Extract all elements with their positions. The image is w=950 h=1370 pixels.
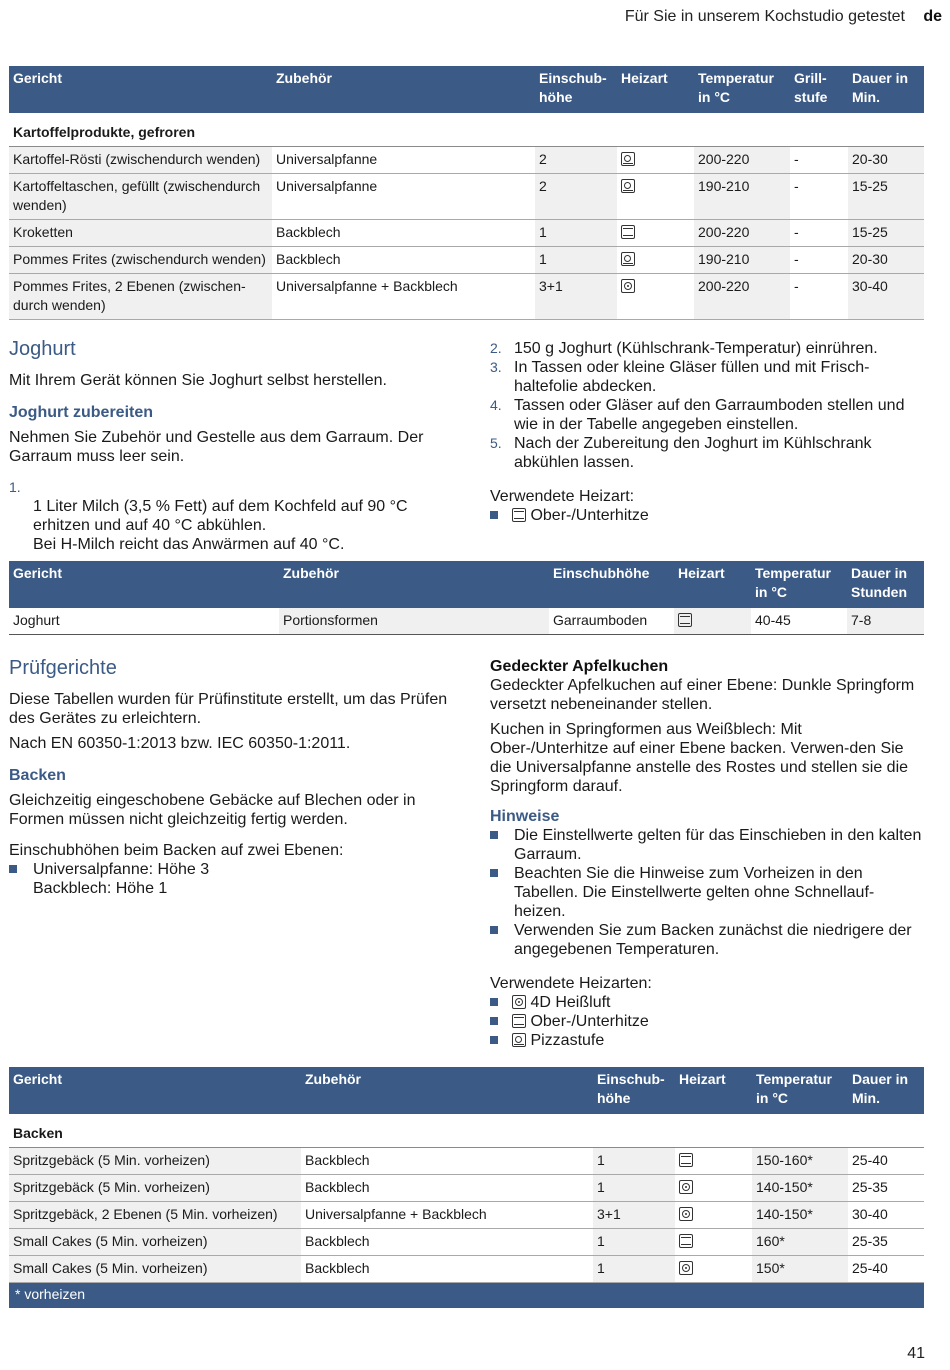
accessory-cell: Backblech [301, 1229, 593, 1256]
time-cell: 20-30 [848, 147, 924, 174]
time-cell: 25-40 [848, 1148, 924, 1175]
step-item [490, 396, 920, 434]
hint-item [490, 826, 922, 864]
grill-cell: - [790, 220, 848, 247]
bullet-icon [490, 1017, 498, 1025]
level-cell: 3+1 [593, 1202, 675, 1229]
table-row [9, 247, 924, 274]
temp-cell: 140-150* [752, 1175, 848, 1202]
test-p2: Nach EN 60350-1:2013 bzw. IEC 60350-1:2011. [9, 735, 351, 752]
hot-air-4d-icon [679, 1261, 693, 1275]
col-grill: Grill- stufe [790, 66, 848, 113]
grill-cell: - [790, 247, 848, 274]
col-heat: Heizart [674, 561, 751, 608]
bullet-icon [490, 831, 498, 839]
running-header-title: Für Sie in unserem Kochstudio getestet [624, 8, 905, 25]
accessory-cell: Backblech [272, 220, 535, 247]
col-time: Dauer in Min. [848, 66, 924, 113]
hot-air-4d-icon [679, 1207, 693, 1221]
heat-cell [675, 1202, 752, 1229]
temp-cell: 200-220 [694, 220, 790, 247]
top-bottom-heat-icon [678, 613, 692, 627]
grill-cell: - [790, 147, 848, 174]
page-number: 41 [907, 1345, 925, 1362]
dish-cell: Spritzgebäck, 2 Ebenen (5 Min. vorheizen) [9, 1202, 301, 1229]
col-accessory: Zubehör [272, 66, 535, 113]
yoghurt-prep: Nehmen Sie Zubehör und Gestelle aus dem Garraum. Der Garraum muss leer sein. [9, 429, 424, 465]
table-row [9, 1202, 924, 1229]
col-temp: Temperatur in °C [751, 561, 847, 608]
accessory-cell: Backblech [301, 1148, 593, 1175]
level-cell: 1 [593, 1229, 675, 1256]
col-level: Einschubhöhe [549, 561, 674, 608]
language-code: de [923, 8, 942, 25]
time-cell: 30-40 [848, 1202, 924, 1229]
step-text: In Tassen oder kleine Gläser füllen und mit Frisch-haltefolie abdecken. [514, 359, 870, 395]
heat-item-label: Ober-/Unterhitze [530, 1013, 649, 1030]
step-item [490, 339, 920, 358]
bullet-icon [490, 1036, 498, 1044]
step-text: Tassen oder Gläser auf den Garraumboden stellen und wie in der Tabelle angegeben einstellen. [514, 397, 905, 433]
level-cell: 3+1 [535, 274, 617, 320]
table-row [9, 1175, 924, 1202]
time-cell: 15-25 [848, 174, 924, 220]
heat-item [490, 1031, 922, 1050]
step-text: 150 g Joghurt (Kühlschrank-Temperatur) einrühren. [514, 340, 878, 357]
level-cell: Garraumboden [549, 608, 674, 635]
grill-cell: - [790, 174, 848, 220]
dish-cell: Kroketten [9, 220, 272, 247]
col-level: Einschub- höhe [593, 1067, 675, 1114]
level-cell: 2 [535, 174, 617, 220]
accessory-cell: Portionsformen [279, 608, 549, 635]
bullet-icon [490, 869, 498, 877]
step-number: 4. [490, 397, 502, 413]
top-bottom-heat-icon [679, 1234, 693, 1248]
heat-item [490, 1012, 922, 1031]
test-dishes-title: Prüfgerichte [9, 657, 117, 679]
heat-item-label: Pizzastufe [530, 1032, 605, 1049]
temp-cell: 200-220 [694, 274, 790, 320]
level-cell: 1 [535, 247, 617, 274]
bullet-icon [490, 511, 498, 519]
pizza-icon [621, 179, 635, 193]
table-row [9, 220, 924, 247]
temp-cell: 160* [752, 1229, 848, 1256]
test-p1: Diese Tabellen wurden für Prüfinstitute erstellt, um das Prüfen des Gerätes zu erleichtern. [9, 691, 448, 727]
col-time: Dauer in Min. [848, 1067, 924, 1114]
heat-types-label: Verwendete Heizarten: [490, 975, 652, 992]
apple-pie-p1: Gedeckter Apfelkuchen auf einer Ebene: Dunkle Springform versetzt nebeneinander stellen. [490, 677, 915, 713]
dish-cell: Kartoffel-Rösti (zwischendurch wenden) [9, 147, 272, 174]
heat-cell [675, 1256, 752, 1283]
level-cell: 1 [593, 1256, 675, 1283]
col-dish: Gericht [9, 561, 279, 608]
top-bottom-heat-icon [512, 1014, 526, 1028]
grill-cell: - [790, 274, 848, 320]
yoghurt-section-right [490, 339, 920, 525]
bullet-icon [490, 998, 498, 1006]
time-cell: 7-8 [847, 608, 924, 635]
yoghurt-section-left [9, 338, 449, 554]
hot-air-4d-icon [621, 279, 635, 293]
col-temp: Temperatur in °C [694, 66, 790, 113]
dish-cell: Joghurt [9, 608, 279, 635]
col-time: Dauer in Stunden [847, 561, 924, 608]
table-row [9, 147, 924, 174]
dish-cell: Spritzgebäck (5 Min. vorheizen) [9, 1148, 301, 1175]
col-accessory: Zubehör [301, 1067, 593, 1114]
accessory-cell: Universalpfanne [272, 174, 535, 220]
hints-title: Hinweise [490, 808, 560, 825]
level-cell: 1 [535, 220, 617, 247]
heat-cell [617, 174, 694, 220]
heat-cell [674, 608, 751, 635]
step-item [490, 434, 920, 472]
step-item [9, 478, 449, 554]
heat-cell [617, 147, 694, 174]
dish-cell: Pommes Frites, 2 Ebenen (zwischen- durch wenden) [9, 274, 272, 320]
time-cell: 25-35 [848, 1175, 924, 1202]
accessory-cell: Universalpfanne [272, 147, 535, 174]
heat-item [490, 993, 922, 1012]
section-heading: Kartoffelprodukte, gefroren [9, 113, 924, 147]
frozen-potato-table [9, 66, 924, 320]
level-cell: 1 [593, 1148, 675, 1175]
col-heat: Heizart [617, 66, 694, 113]
top-bottom-heat-icon [679, 1153, 693, 1167]
temp-cell: 200-220 [694, 147, 790, 174]
heat-cell [617, 220, 694, 247]
pizza-icon [512, 1033, 526, 1047]
accessory-cell: Universalpfanne + Backblech [301, 1202, 593, 1229]
level-cell: 2 [535, 147, 617, 174]
col-level: Einschub- höhe [535, 66, 617, 113]
step-item [490, 358, 920, 396]
levels-text-1: Universalpfanne: Höhe 3 [33, 861, 210, 878]
col-temp: Temperatur in °C [752, 1067, 848, 1114]
temp-cell: 190-210 [694, 174, 790, 220]
time-cell: 25-40 [848, 1256, 924, 1283]
hint-text: Verwenden Sie zum Backen zunächst die niedrigere der angegebenen Temperaturen. [514, 922, 912, 958]
top-bottom-heat-icon [621, 225, 635, 239]
dish-cell: Kartoffeltaschen, gefüllt (zwischendurch wenden) [9, 174, 272, 220]
levels-text-2: Backblech: Höhe 1 [33, 880, 168, 897]
table-row [9, 274, 924, 320]
step-number: 1. [9, 479, 21, 495]
heat-cell [675, 1148, 752, 1175]
heat-cell [675, 1229, 752, 1256]
time-cell: 30-40 [848, 274, 924, 320]
hot-air-4d-icon [679, 1180, 693, 1194]
test-dishes-right [490, 658, 922, 1050]
col-dish: Gericht [9, 1067, 301, 1114]
table-footnote: * vorheizen [9, 1283, 924, 1309]
step-text: 1 Liter Milch (3,5 % Fett) auf dem Kochfeld auf 90 °C erhitzen und auf 40 °C abkühlen. Bei H-Milch reicht das Anwärmen auf 40 °C. [33, 498, 408, 553]
level-cell: 1 [593, 1175, 675, 1202]
bullet-icon [490, 926, 498, 934]
hint-text: Beachten Sie die Hinweise zum Vorheizen in den Tabellen. Die Einstellwerte gelten ohne Schnellauf-heizen. [514, 865, 875, 920]
hint-item [490, 864, 922, 921]
table-row [9, 174, 924, 220]
table-row [9, 608, 924, 635]
section-heading: Backen [9, 1114, 924, 1148]
hint-item [490, 921, 922, 959]
time-cell: 25-35 [848, 1229, 924, 1256]
heat-label: Verwendete Heizart: [490, 488, 635, 505]
levels-item [9, 860, 449, 898]
table-row [9, 1256, 924, 1283]
apple-pie-p2: Kuchen in Springformen aus Weißblech: Mit Ober-/Unterhitze auf einer Ebene backen. Verwen-den Sie die Universalpfanne anstelle des Rostes und stellen sie die Springform darauf. [490, 721, 909, 795]
temp-cell: 150* [752, 1256, 848, 1283]
col-heat: Heizart [675, 1067, 752, 1114]
bullet-icon [9, 865, 17, 873]
yoghurt-table [9, 561, 924, 635]
heat-item [490, 506, 920, 525]
dish-cell: Pommes Frites (zwischendurch wenden) [9, 247, 272, 274]
yoghurt-title: Joghurt [9, 338, 76, 360]
table-row [9, 1148, 924, 1175]
dish-cell: Small Cakes (5 Min. vorheizen) [9, 1256, 301, 1283]
baking-test-table [9, 1067, 924, 1308]
test-p4: Einschubhöhen beim Backen auf zwei Ebenen: [9, 842, 344, 859]
accessory-cell: Backblech [301, 1256, 593, 1283]
baking-subtitle: Backen [9, 767, 66, 784]
col-accessory: Zubehör [279, 561, 549, 608]
heat-item-label: 4D Heißluft [530, 994, 611, 1011]
step-text: Nach der Zubereitung den Joghurt im Kühlschrank abkühlen lassen. [514, 435, 872, 471]
dish-cell: Spritzgebäck (5 Min. vorheizen) [9, 1175, 301, 1202]
apple-pie-title: Gedeckter Apfelkuchen [490, 658, 669, 675]
heat-cell [675, 1175, 752, 1202]
yoghurt-intro: Mit Ihrem Gerät können Sie Joghurt selbst herstellen. [9, 372, 387, 389]
yoghurt-subtitle: Joghurt zubereiten [9, 404, 154, 421]
accessory-cell: Backblech [301, 1175, 593, 1202]
step-number: 2. [490, 340, 502, 356]
temp-cell: 190-210 [694, 247, 790, 274]
accessory-cell: Backblech [272, 247, 535, 274]
step-number: 3. [490, 359, 502, 375]
step-number: 5. [490, 435, 502, 451]
time-cell: 15-25 [848, 220, 924, 247]
pizza-icon [621, 252, 635, 266]
pizza-icon [621, 152, 635, 166]
accessory-cell: Universalpfanne + Backblech [272, 274, 535, 320]
top-bottom-heat-icon [512, 508, 526, 522]
dish-cell: Small Cakes (5 Min. vorheizen) [9, 1229, 301, 1256]
time-cell: 20-30 [848, 247, 924, 274]
test-dishes-left [9, 657, 449, 898]
temp-cell: 40-45 [751, 608, 847, 635]
hint-text: Die Einstellwerte gelten für das Einschieben in den kalten Garraum. [514, 827, 922, 863]
temp-cell: 150-160* [752, 1148, 848, 1175]
hot-air-4d-icon [512, 995, 526, 1009]
col-dish: Gericht [9, 66, 272, 113]
heat-item-label: Ober-/Unterhitze [530, 507, 649, 524]
heat-cell [617, 274, 694, 320]
heat-cell [617, 247, 694, 274]
temp-cell: 140-150* [752, 1202, 848, 1229]
test-p3: Gleichzeitig eingeschobene Gebäcke auf Blechen oder in Formen müssen nicht gleichzeitig fertig werden. [9, 792, 416, 828]
table-row [9, 1229, 924, 1256]
